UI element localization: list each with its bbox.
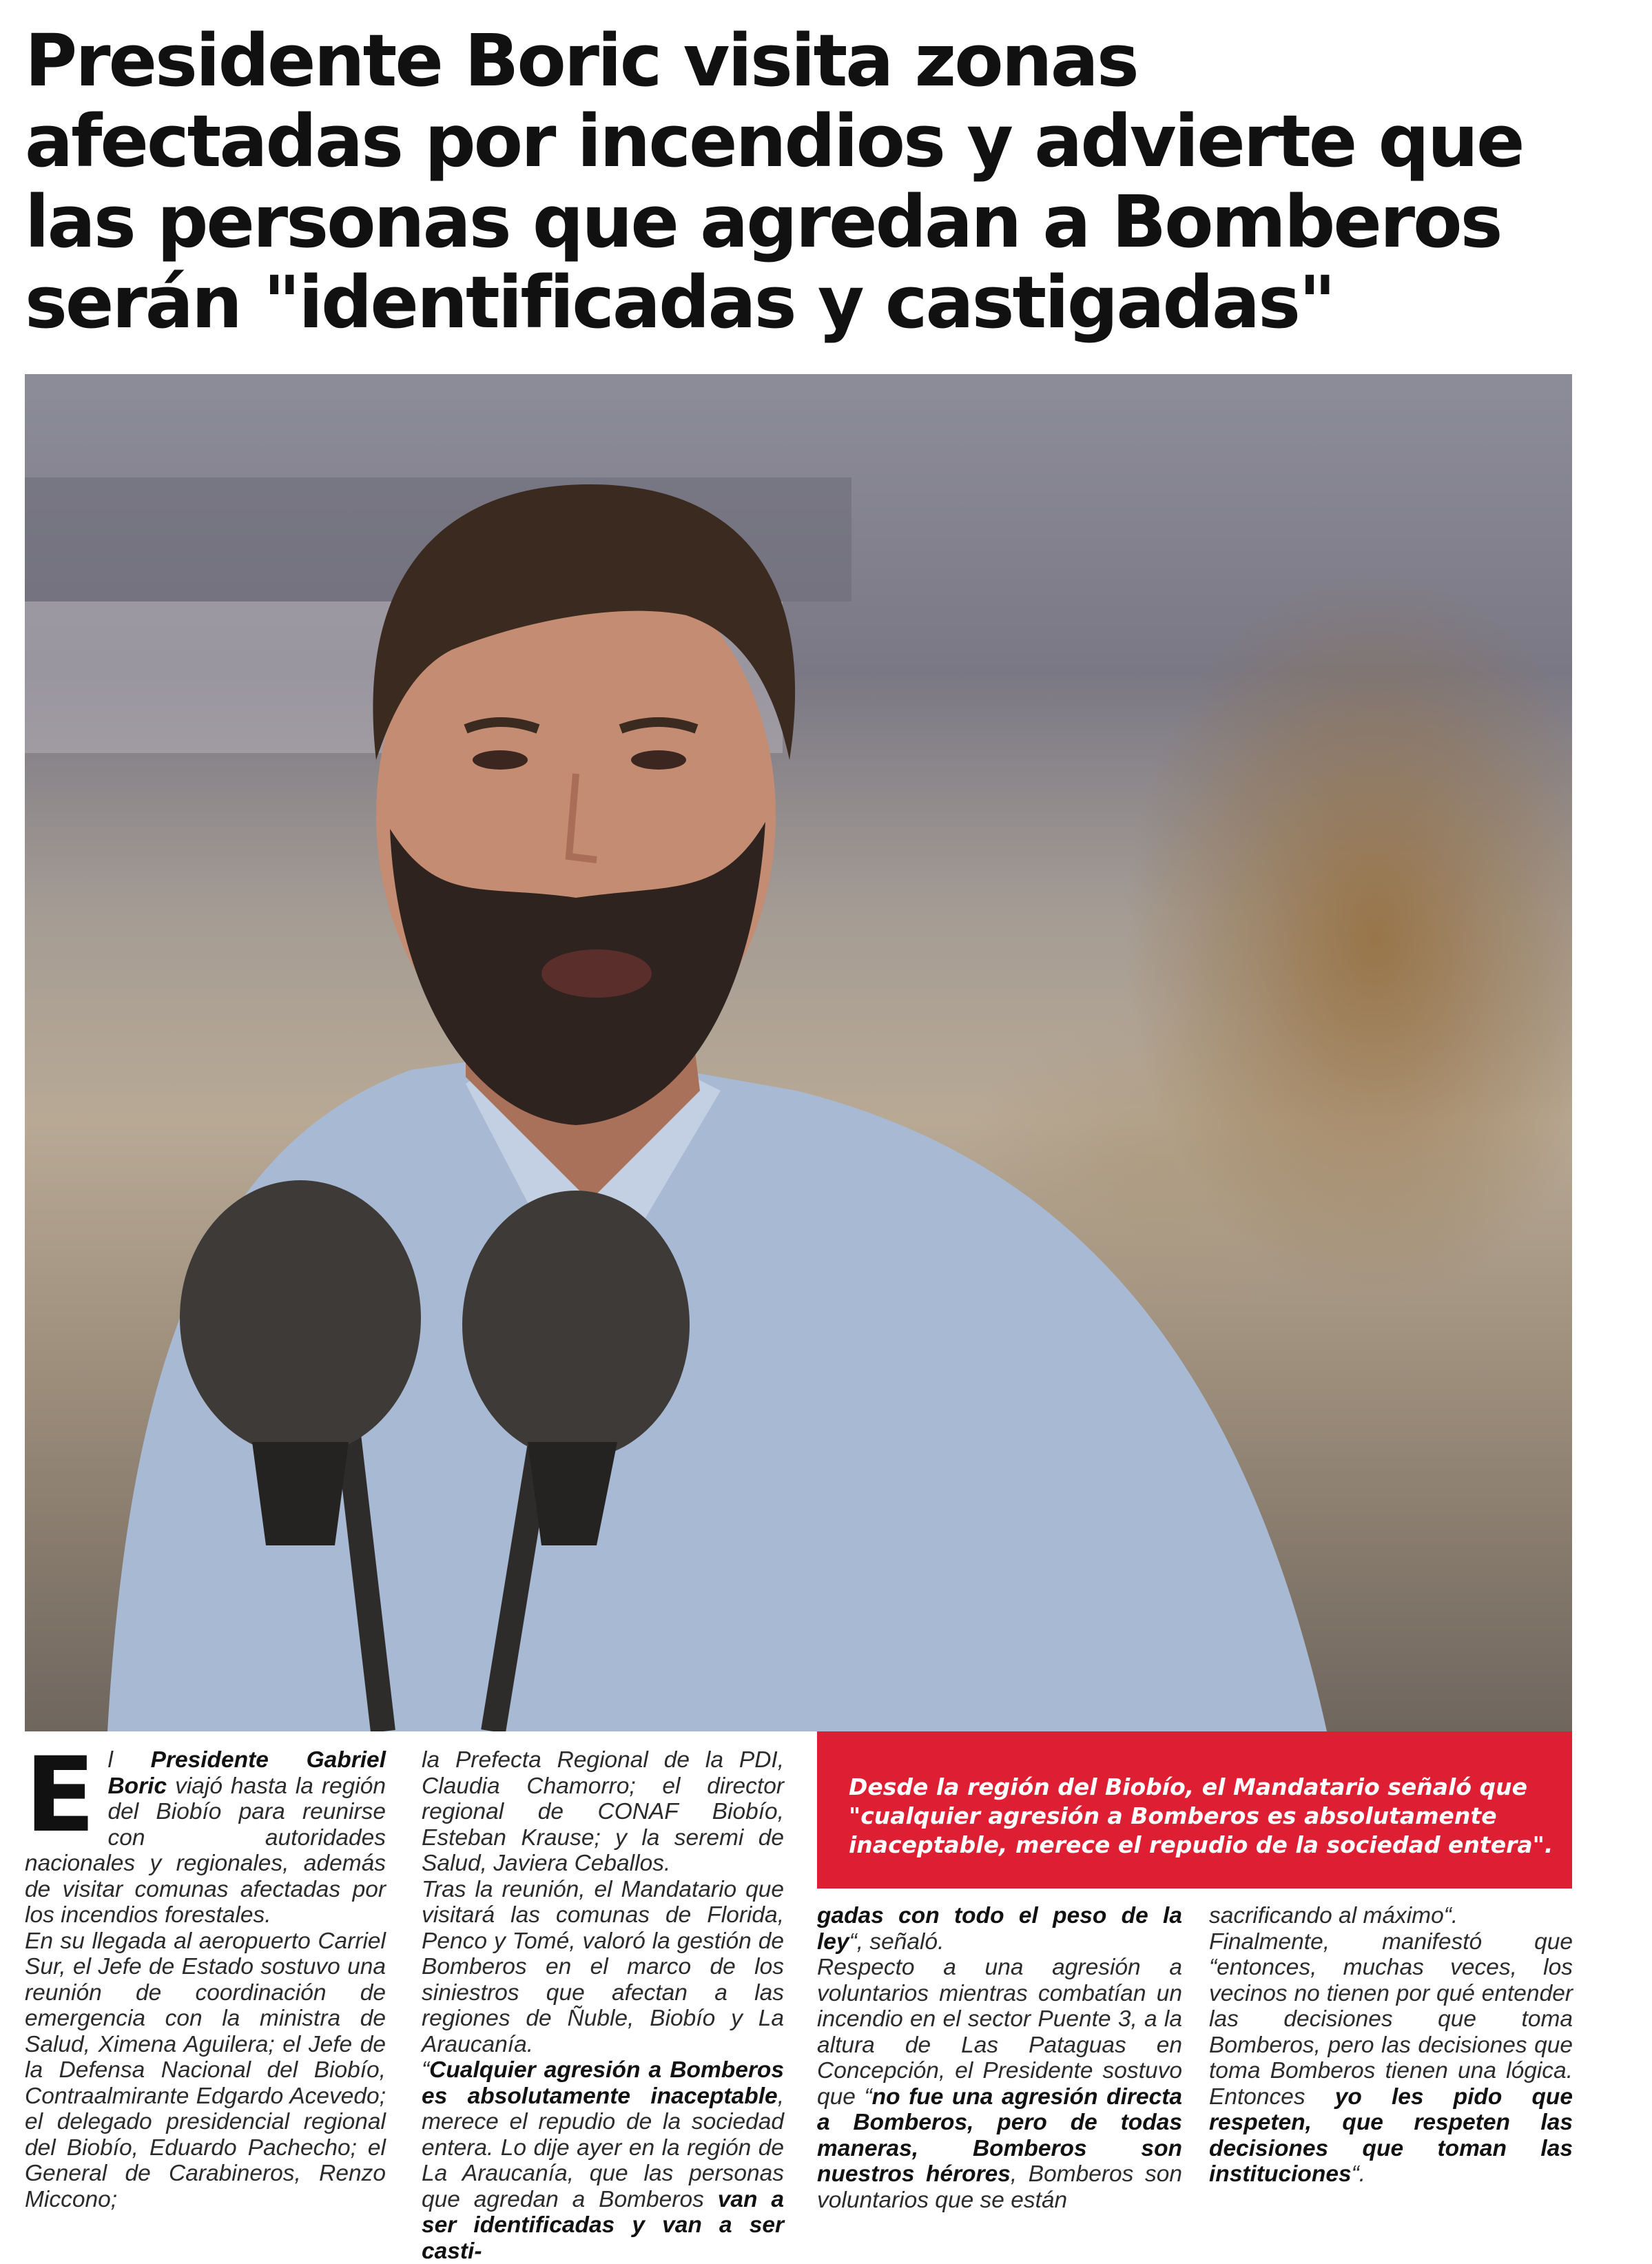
text-bold: gadas con todo el peso de la ley: [817, 1903, 1182, 1955]
text-run: viajó hasta la región del Biobío para reunirse con autoridades nacionales y regionales, además de visitar comunas afectadas por los incendios forestales.: [25, 1773, 386, 1928]
text-run: , merece el repudio de la sociedad entera. Lo dije ayer en la región de La Araucanía, que las personas que agredan a Bomberos: [422, 2083, 784, 2212]
mouth: [541, 949, 652, 998]
text-run: l: [107, 1747, 151, 1773]
paragraph: [817, 1955, 1182, 2213]
headline-line-2: afectadas por incendios y advierte que: [25, 99, 1523, 183]
paragraph: la Prefecta Regional de la PDI, Claudia Chamorro; el director regional de CONAF Biobío, Esteban Krause; y la seremi de Salud, Javiera Ceballos.: [422, 1747, 784, 1876]
paragraph: [25, 1736, 386, 1928]
text-run: Finalmente, manifestó que “entonces, muchas veces, los vecinos no tienen por qué entender las decisiones que toma Bomberos, pero las decisiones que toma Bomberos tienen una lógica. Entonces: [1209, 1928, 1573, 2110]
article-column-4: [1209, 1903, 1573, 2188]
eye-right: [631, 750, 686, 770]
text-run: Respecto a una agresión a voluntarios mientras combatían un incendio en el sector Puente 3, a la altura de Las Pataguas en Concepción, el Presidente sostuvo que “: [817, 1955, 1182, 2110]
text-bold: no fue una agresión directa a Bomberos, pero de todas maneras, Bomberos son nuestros hérores: [817, 2083, 1183, 2187]
article-column-2: [422, 1747, 784, 2264]
article-column-1: [25, 1736, 386, 2212]
headline-line-1: Presidente Boric visita zonas: [25, 19, 1137, 103]
text-bold: van a ser identificadas y van a ser casti-: [422, 2186, 784, 2264]
text-bold: Cualquier agresión a Bomberos es absolutamente inaceptable: [422, 2057, 784, 2109]
paragraph: [1209, 1929, 1573, 2188]
quote-mark: “: [422, 2057, 430, 2083]
text-bold: Presidente Gabriel Boric: [107, 1747, 386, 1799]
pull-quote-line: "cualquier agresión a Bomberos es absolutamente: [849, 1802, 1497, 1829]
article-photo: [25, 374, 1572, 1731]
headline-line-4: serán "identificadas y castigadas": [25, 260, 1334, 344]
eye-left: [473, 750, 528, 770]
paragraph: [817, 1903, 1182, 1955]
paragraph: [422, 2057, 784, 2264]
headline-line-3: las personas que agredan a Bomberos: [25, 180, 1501, 264]
pull-quote-line: inaceptable, merece el repudio de la sociedad entera".: [849, 1831, 1553, 1858]
pull-quote-line: Desde la región del Biobío, el Mandatario señaló que: [849, 1773, 1528, 1800]
paragraph: En su llegada al aeropuerto Carriel Sur, el Jefe de Estado sostuvo una reunión de coordinación de emergencia con la ministra de Salud, Ximena Aguilera; el Jefe de la Defensa Nacional del Biobío, Contraalmirante Edgardo Acevedo; el delegado presidencial regional del Biobío, Eduardo Pachecho; el General de Carabineros, Renzo Miccono;: [25, 1928, 386, 2212]
text-run: “, señaló.: [849, 1928, 944, 1955]
text-run: “.: [1351, 2161, 1366, 2187]
paragraph: sacrificando al máximo“.: [1209, 1903, 1458, 1928]
article-headline: [25, 21, 1630, 343]
text-run: , Bomberos son voluntarios que se están: [817, 2161, 1182, 2213]
text-bold: yo les pido que respeten, que respeten las decisiones que toman las instituciones: [1209, 2083, 1573, 2187]
paragraph: Tras la reunión, el Mandatario que visitará las comunas de Florida, Penco y Tomé, valoró la gestión de Bomberos en el marco de los siniestros que afectan a las regiones de Ñuble, Biobío y La Araucanía.: [422, 1876, 784, 2057]
pull-quote-box: [817, 1731, 1572, 1889]
portrait-illustration: [25, 374, 1572, 1731]
drop-cap: E: [25, 1736, 96, 1855]
article-column-3: [817, 1903, 1182, 2213]
